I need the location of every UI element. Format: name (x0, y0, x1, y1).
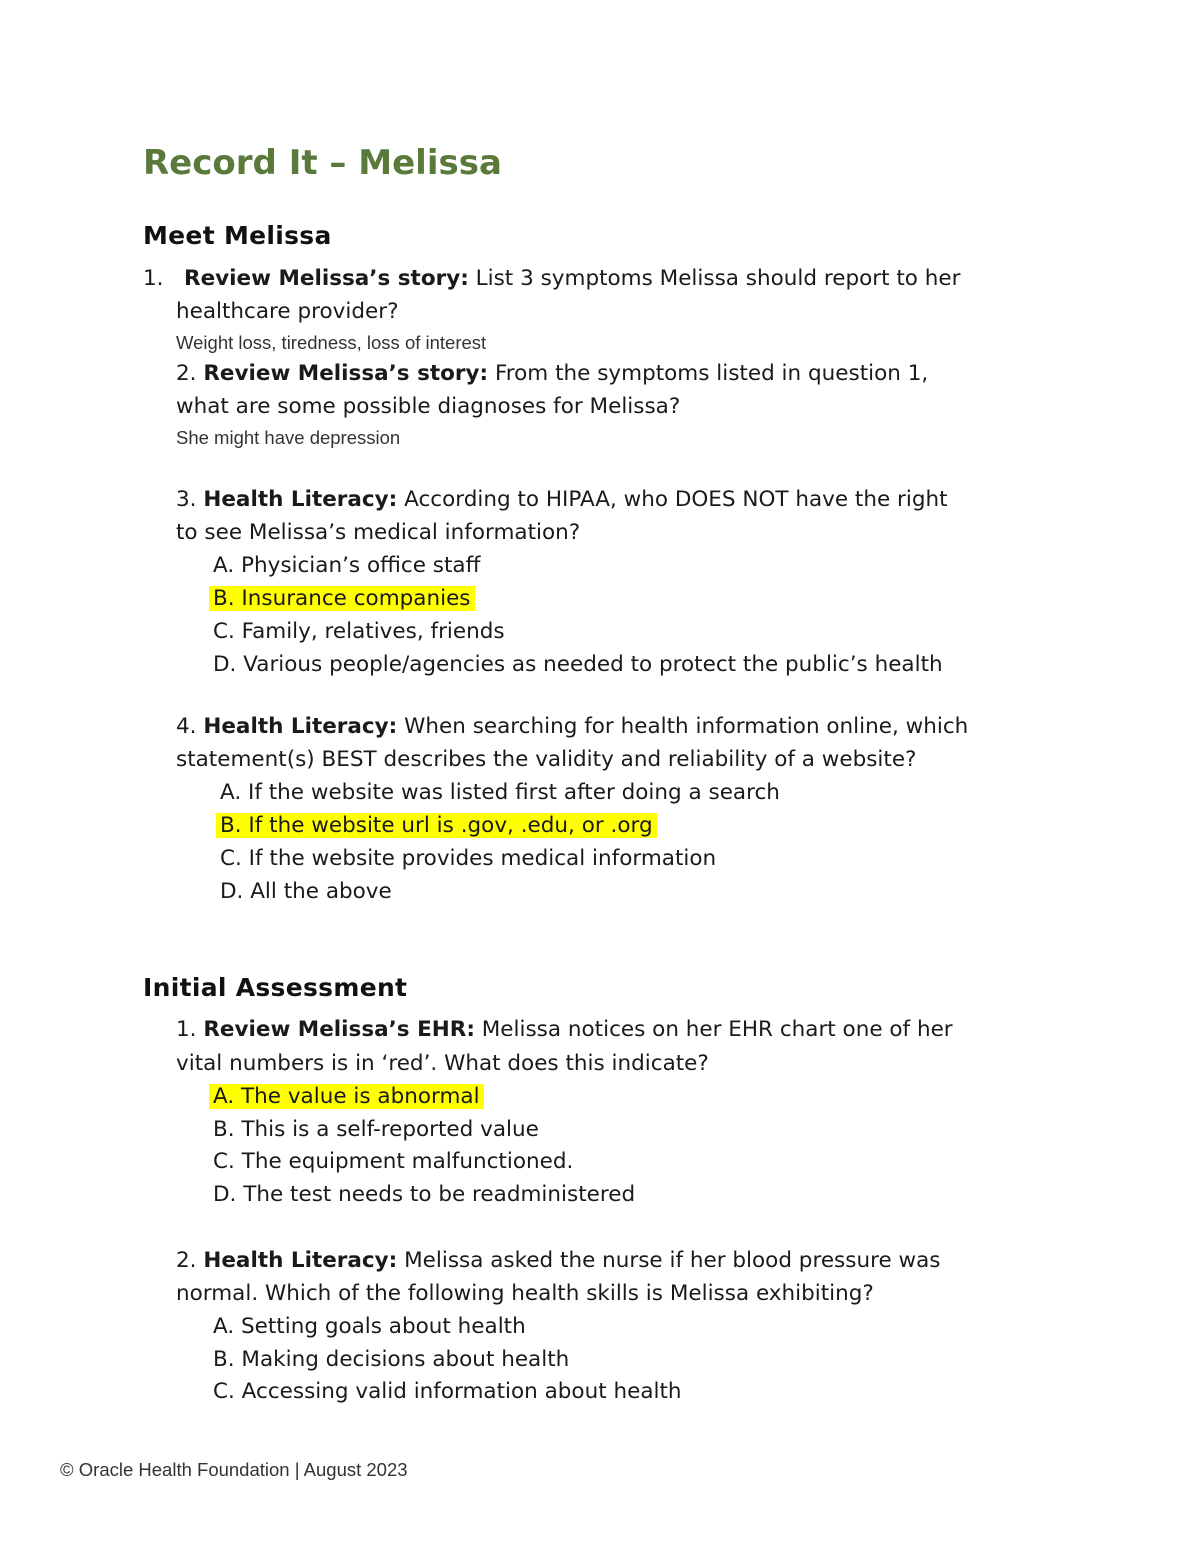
assessment-question-2-line-2: normal. Which of the following health skills is Melissa exhibiting? (176, 1281, 874, 1306)
section-heading-initial-assessment: Initial Assessment (143, 973, 408, 1002)
answer-1: Weight loss, tiredness, loss of interest (176, 332, 487, 353)
question-text: According to HIPAA, who DOES NOT have the right (397, 487, 948, 512)
option-a: A. Setting goals about health (213, 1314, 526, 1339)
question-1-line-2: healthcare provider? (176, 299, 399, 324)
option-b: B. This is a self-reported value (213, 1117, 539, 1142)
option-d: D. The test needs to be readministered (213, 1182, 636, 1207)
question-lead: Review Melissa’s EHR: (203, 1017, 475, 1042)
highlighted-answer: A. The value is abnormal (209, 1084, 484, 1109)
question-2-line-1 (176, 359, 928, 389)
option-c: C. Accessing valid information about health (213, 1379, 682, 1404)
option-d: D. Various people/agencies as needed to protect the public’s health (213, 652, 943, 677)
highlighted-answer: B. Insurance companies (209, 586, 475, 611)
question-lead: Health Literacy: (203, 1248, 398, 1273)
question-2-line-2: what are some possible diagnoses for Melissa? (176, 394, 681, 419)
question-3-line-1 (176, 485, 948, 515)
option-b: B. Making decisions about health (213, 1347, 570, 1372)
option-c: C. The equipment malfunctioned. (213, 1149, 574, 1174)
section-heading-meet-melissa: Meet Melissa (143, 221, 332, 250)
question-number: 4. (176, 714, 197, 739)
answer-2: She might have depression (176, 427, 401, 448)
page-footer: © Oracle Health Foundation | August 2023 (60, 1459, 408, 1480)
question-text: List 3 symptoms Melissa should report to her (468, 266, 961, 291)
option-b-selected (216, 811, 657, 841)
question-lead: Review Melissa’s story: (203, 361, 489, 386)
question-number: 1. (176, 1017, 197, 1042)
assessment-question-2-line-1 (176, 1246, 940, 1276)
question-number: 2. (176, 361, 197, 386)
option-a: A. If the website was listed first after doing a search (220, 780, 780, 805)
option-c: C. Family, relatives, friends (213, 619, 505, 644)
question-text: Melissa asked the nurse if her blood pressure was (397, 1248, 941, 1273)
question-lead: Health Literacy: (203, 714, 398, 739)
question-text: When searching for health information online, which (397, 714, 969, 739)
question-lead: Review Melissa’s story: (184, 266, 469, 291)
question-number: 1. (143, 266, 164, 291)
option-a: A. Physician’s office staff (213, 553, 481, 578)
question-4-line-2: statement(s) BEST describes the validity and reliability of a website? (176, 747, 917, 772)
option-c: C. If the website provides medical information (220, 846, 717, 871)
question-3-line-2: to see Melissa’s medical information? (176, 520, 581, 545)
question-number: 2. (176, 1248, 197, 1273)
question-lead: Health Literacy: (203, 487, 398, 512)
option-b-selected (209, 584, 475, 614)
question-text: Melissa notices on her EHR chart one of her (474, 1017, 953, 1042)
assessment-question-1-line-1 (176, 1015, 953, 1045)
question-4-line-1 (176, 712, 968, 742)
question-1-line-1 (143, 264, 960, 294)
question-text: From the symptoms listed in question 1, (488, 361, 929, 386)
page-title: Record It – Melissa (143, 143, 502, 183)
highlighted-answer: B. If the website url is .gov, .edu, or .org (216, 813, 657, 838)
question-number: 3. (176, 487, 197, 512)
option-a-selected (209, 1082, 484, 1112)
option-d: D. All the above (220, 879, 392, 904)
assessment-question-1-line-2: vital numbers is in ‘red’. What does this indicate? (176, 1051, 709, 1076)
